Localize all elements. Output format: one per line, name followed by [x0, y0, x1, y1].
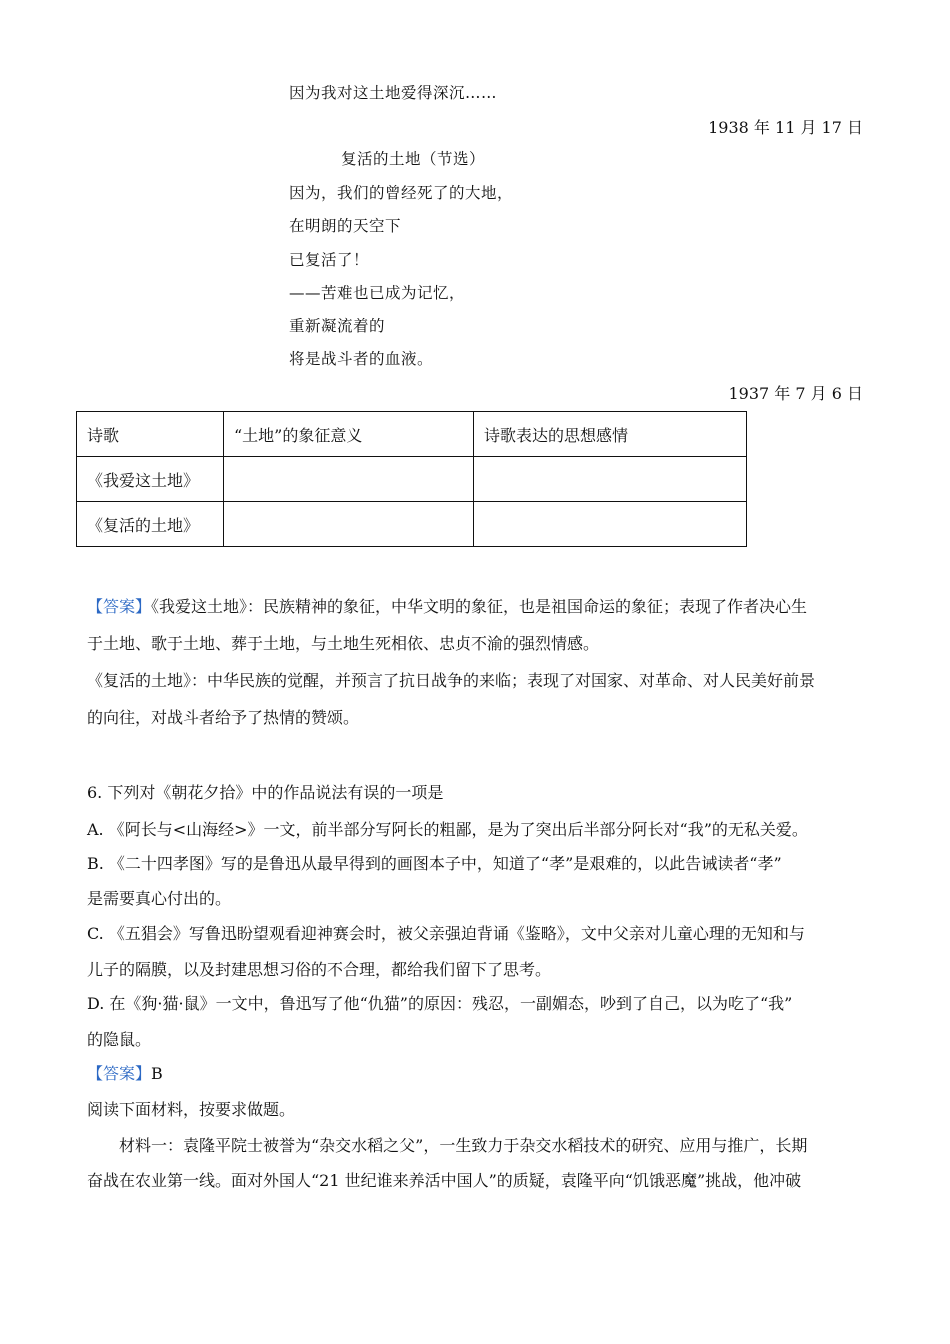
- reading-intro: 阅读下面材料，按要求做题。: [87, 1100, 296, 1119]
- question6-option-b-cont: 是需要真心付出的。: [87, 889, 232, 908]
- reading-material1-line1: 材料一：袁隆平院士被誉为“杂交水稻之父”，一生致力于杂交水稻技术的研究、应用与推广，长期: [119, 1136, 808, 1155]
- poem2-title: 复活的土地（节选）: [341, 150, 486, 168]
- question6-answer: [87, 1061, 163, 1084]
- table-header-row: [77, 412, 747, 457]
- poem1-date: 1938 年 11 月 17 日: [708, 118, 863, 137]
- poem2-line: 因为，我们的曾经死了的大地，: [289, 184, 514, 202]
- answer-tag: 【答案】: [87, 597, 152, 616]
- question6-option-c: C. 《五猖会》写鲁迅盼望观看迎神赛会时，被父亲强迫背诵《鉴略》，文中父亲对儿童心理的无知和与: [87, 924, 805, 943]
- answer5-line1: [87, 594, 807, 617]
- table-cell: 《复活的土地》: [77, 502, 224, 547]
- table-header-cell: 诗歌: [77, 412, 224, 457]
- poem2-line: ——苦难也已成为记忆，: [289, 284, 466, 302]
- answer5-line4: 的向往，对战斗者给予了热情的赞颂。: [87, 708, 360, 727]
- answer-tag: 【答案】: [87, 1064, 152, 1083]
- question6-option-d-cont: 的隐鼠。: [87, 1030, 152, 1049]
- table-cell: [474, 457, 747, 502]
- table-cell: [474, 502, 747, 547]
- poem2-line: 将是战斗者的血液。: [289, 350, 434, 368]
- table-header-cell: “土地”的象征意义: [224, 412, 474, 457]
- poem2-line: 在明朗的天空下: [289, 217, 402, 235]
- table-cell: [224, 502, 474, 547]
- poem2-line: 重新凝流着的: [289, 317, 386, 335]
- question6-option-c-cont: 儿子的隔膜，以及封建思想习俗的不合理，都给我们留下了思考。: [87, 960, 552, 979]
- answer5-line3: 《复活的土地》：中华民族的觉醒，并预言了抗日战争的来临；表现了对国家、对革命、对人民美好前景: [87, 671, 816, 690]
- answer5-text: 《我爱这土地》：民族精神的象征，中华文明的象征，也是祖国命运的象征；表现了作者决心生: [151, 597, 808, 616]
- question6-option-d: D. 在《狗·猫·鼠》一文中，鲁迅写了他“仇猫”的原因：残忍，一副媚态，吵到了自己，以为吃了“我”: [87, 994, 793, 1013]
- table-cell: 《我爱这土地》: [77, 457, 224, 502]
- table-header-cell: 诗歌表达的思想感情: [474, 412, 747, 457]
- question6-answer-value: B: [151, 1064, 163, 1083]
- question6-option-a: A. 《阿长与<山海经>》一文，前半部分写阿长的粗鄙，是为了突出后半部分阿长对“我”的无私关爱。: [87, 820, 808, 839]
- table-row: [77, 457, 747, 502]
- answer5-line2: 于土地、歌于土地、葬于土地，与土地生死相依、忠贞不渝的强烈情感。: [87, 634, 600, 653]
- poem-analysis-table: [76, 411, 747, 547]
- poem2-line: 已复活了！: [289, 251, 370, 269]
- question6-option-b: B. 《二十四孝图》写的是鲁迅从最早得到的画图本子中，知道了“孝”是艰难的，以此告诫读者“孝”: [87, 854, 782, 873]
- table-row: [77, 502, 747, 547]
- reading-material1-line2: 奋战在农业第一线。面对外国人“21 世纪谁来养活中国人”的质疑，袁隆平向“饥饿恶魔”挑战，他冲破: [87, 1171, 802, 1190]
- question6-stem: 6. 下列对《朝花夕拾》中的作品说法有误的一项是: [87, 783, 444, 802]
- table-cell: [224, 457, 474, 502]
- poem1-last-line: 因为我对这土地爱得深沉……: [289, 84, 498, 102]
- poem2-date: 1937 年 7 月 6 日: [728, 384, 863, 403]
